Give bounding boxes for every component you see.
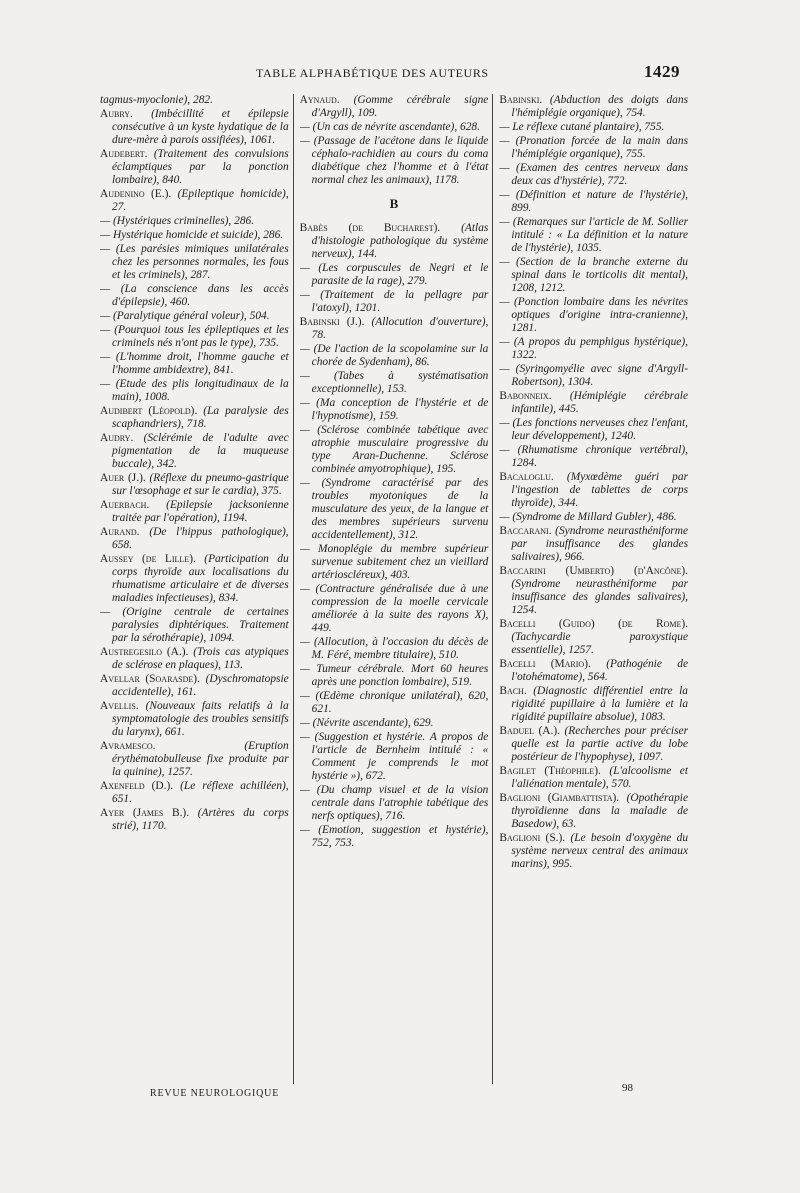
index-entry (100, 780, 289, 806)
entry-text: — (Les corpuscules de Negri et le parasite de la rage), 279. (299, 262, 489, 287)
entry-text: (Recherches pour préciser quelle est la partie active du lobe postérieur de l'hypophyse), 1097. (511, 725, 689, 763)
index-entry (499, 511, 688, 524)
entry-text: — (Tabes à systématisation exceptionnelle), 153. (299, 370, 489, 395)
index-entry (499, 121, 688, 134)
entry-text: — (Remarques sur l'article de M. Sollier intitulé : « La définition et la nature de l'hystérie), 1035. (499, 216, 689, 254)
index-entry (300, 289, 489, 315)
index-entry (100, 283, 289, 309)
entry-text: (Le besoin d'oxygène du système nerveux central des animaux marins), 995. (511, 832, 689, 870)
index-entry (300, 316, 489, 342)
index-entry (300, 636, 489, 662)
sheet-number: 98 (622, 1082, 633, 1094)
entry-author: Aurand. (100, 526, 140, 538)
entry-text: — (Du champ visuel et de la vision centrale dans l'atrophie tabétique des nerfs optiques), 716. (299, 784, 489, 822)
entry-author: Audebert. (100, 148, 148, 160)
entry-text: (Allocution d'ouverture), 78. (311, 316, 489, 341)
entry-text: (Diagnostic différentiel entre la rigidité pupillaire à la lumière et la rigidité pupillaire absolue), 1083. (511, 685, 689, 723)
entry-text: — (Syringomyélie avec signe d'Argyll-Robertson), 1304. (499, 363, 689, 388)
entry-text: tagmus-myoclonie), 282. (100, 94, 213, 106)
entry-text: — Le réflexe cutané plantaire), 755. (499, 121, 665, 133)
index-entry (300, 731, 489, 783)
index-entry (499, 216, 688, 255)
index-entry (300, 262, 489, 288)
index-entry (499, 94, 688, 120)
entry-text: (Atlas d'histologie pathologique du système nerveux), 144. (311, 222, 489, 260)
index-entry (100, 673, 289, 699)
entry-author: Auerbach. (100, 499, 150, 511)
entry-author: Audry. (100, 432, 134, 444)
entry-text: — (Œdème chronique unilatéral), 620, 621. (299, 690, 489, 715)
entry-text: (Myxœdème guéri par l'ingestion de tablettes de corps thyroïde), 344. (511, 471, 689, 509)
entry-author: Avramesco. (100, 740, 156, 752)
entry-text: — (Définition et nature de l'hystérie), 899. (499, 189, 689, 214)
index-entry (100, 606, 289, 645)
entry-author: Aynaud. (299, 94, 340, 106)
entry-text: — (Hystériques criminelles), 286. (100, 215, 255, 227)
entry-text: (Eruption érythématobulleuse fixe produite par la quinine), 1257. (112, 740, 289, 778)
entry-text: (La paralysie des scaphandriers), 718. (112, 405, 289, 430)
entry-text: — (Les parésies mimiques unilatérales chez les personnes normales, les fous et les criminels), 287. (100, 243, 289, 281)
index-entry (499, 336, 688, 362)
index-entry (100, 351, 289, 377)
index-entry (300, 663, 489, 689)
entry-text: (Tachycardie paroxystique essentielle), 1257. (511, 631, 689, 656)
entry-author: Austregesilo (A.). (100, 646, 189, 658)
entry-author: Baccarani. (499, 525, 552, 537)
index-entry (499, 162, 688, 188)
index-entry (499, 525, 688, 564)
index-entry (300, 370, 489, 396)
entry-author: Audibert (Léopold). (100, 405, 198, 417)
index-entry (100, 229, 289, 242)
running-title: TABLE ALPHABÉTIQUE DES AUTEURS (256, 66, 489, 80)
entry-text: — (A propos du pemphigus hystérique), 1322. (499, 336, 689, 361)
entry-text: (Syndrome neurasthéniforme par insuffisance des glandes salivaires), 966. (511, 525, 689, 563)
entry-author: Bacelli (Guido) (de Rome). (499, 618, 689, 630)
entry-text: — (Examen des centres nerveux dans deux cas d'hystérie), 772. (499, 162, 689, 187)
entry-text: (Syndrome neurasthéniforme par insuffisance des glandes salivaires), 1254. (511, 578, 689, 616)
index-entry (300, 121, 489, 134)
index-entry (300, 222, 489, 261)
entry-text: — (Syndrome de Millard Gubler), 486. (499, 511, 677, 523)
entry-text: (Artères du corps strié), 1170. (112, 807, 289, 832)
index-entry (100, 499, 289, 525)
index-entry (100, 215, 289, 228)
entry-author: Babinski. (499, 94, 543, 106)
entry-author: Ayer (James B.). (100, 807, 190, 819)
index-entry (499, 296, 688, 335)
index-entry (300, 343, 489, 369)
index-entry (100, 148, 289, 187)
entry-text: — (Pronation forcée de la main dans l'hémiplégie organique), 755. (499, 135, 689, 160)
entry-text: — (Ma conception de l'hystérie et de l'hypnotisme), 159. (299, 397, 489, 422)
index-entry (100, 553, 289, 605)
entry-text: (Epilepsie jacksonienne traitée par l'opération), 1194. (112, 499, 289, 524)
index-entry (300, 477, 489, 542)
page-number: 1429 (644, 62, 680, 81)
entry-text: — (La conscience dans les accès d'épilepsie), 460. (100, 283, 289, 308)
index-entry (100, 472, 289, 498)
index-entry (499, 189, 688, 215)
index-entry (100, 700, 289, 739)
entry-author: Babès (de Bucharest). (299, 222, 441, 234)
entry-text: (Traitement des convulsions éclamptiques par la ponction lombaire), 840. (112, 148, 289, 186)
entry-author: Bacaloglu. (499, 471, 554, 483)
index-entry (300, 583, 489, 635)
entry-text: — (Traitement de la pellagre par l'atoxyl), 1201. (299, 289, 489, 314)
entry-author: Baglioni (Giambattista). (499, 792, 620, 804)
entry-author: Aussey (de Lille). (100, 553, 196, 565)
entry-text: (De l'hippus pathologique), 658. (112, 526, 289, 551)
index-entry (300, 543, 489, 582)
entry-text: — (Paralytique général voleur), 504. (100, 310, 270, 322)
entry-text: (Abduction des doigts dans l'hémiplégie organique), 754. (511, 94, 688, 119)
entry-text: (Hémiplégie cérébrale infantile), 445. (511, 390, 688, 415)
index-entry (100, 243, 289, 282)
entry-text: — (Syndrome caractérisé par des troubles myotoniques de la musculature des yeux, de la langue et des membres supérieurs survenu accidentellement), 312. (299, 477, 489, 541)
index-entry (300, 397, 489, 423)
entry-author: Baduel (A.). (499, 725, 560, 737)
entry-text: (Réflexe du pneumo-gastrique sur l'œsophage et sur le cardia), 375. (112, 472, 289, 497)
entry-text: — (Contracture généralisée due à une compression de la moelle cervicale améliorée à la suite des rayons X), 449. (299, 583, 489, 634)
index-entry (499, 725, 688, 764)
entry-text: (L'alcoolisme et l'aliénation mentale), 570. (511, 765, 689, 790)
entry-text: — Hystérique homicide et suicide), 286. (100, 229, 284, 241)
index-entry (499, 256, 688, 295)
index-entry (499, 565, 688, 617)
entry-author: Aubry. (100, 108, 133, 120)
entry-text: (Opothérapie thyroïdienne dans la maladie de Basedow), 63. (511, 792, 689, 830)
entry-text: — (Etude des plis longitudinaux de la main), 1008. (100, 378, 289, 403)
index-entry (499, 417, 688, 443)
index-entry (499, 471, 688, 510)
entry-text: — (Un cas de névrite ascendante), 628. (299, 121, 480, 133)
entry-author: Avellar (Soarasde). (100, 673, 200, 685)
index-entry (499, 618, 688, 657)
entry-text: — (Pourquoi tous les épileptiques et les criminels nés n'ont pas le type), 735. (100, 324, 289, 349)
entry-author: Babinski (J.). (299, 316, 365, 328)
index-entry (499, 444, 688, 470)
index-entry (100, 94, 289, 107)
index-entry (100, 807, 289, 833)
entry-text: — (Suggestion et hystérie. A propos de l'article de Bernheim intitulé : « Comment je comprends le mot hystérie »), 672. (299, 731, 489, 782)
index-entry (499, 363, 688, 389)
entry-text: (Nouveaux faits relatifs à la symptomatologie des troubles sensitifs du larynx), 661. (112, 700, 289, 738)
entry-text: (Dyschromatopsie accidentelle), 161. (112, 673, 289, 698)
index-entry (499, 658, 688, 684)
entry-text: (Sclérémie de l'adulte avec pigmentation de la muqueuse buccale), 342. (112, 432, 289, 470)
index-entry (100, 324, 289, 350)
entry-author: Babonneix. (499, 390, 552, 402)
entry-text: (Pathogénie de l'otohématome), 564. (511, 658, 688, 683)
entry-text: — (Rhumatisme chronique vertébral), 1284. (499, 444, 689, 469)
index-entry (499, 765, 688, 791)
entry-text: (Epileptique homicide), 27. (112, 188, 289, 213)
index-entry (100, 405, 289, 431)
entry-author: Bach. (499, 685, 527, 697)
entry-text: (Participation du corps thyroïde aux localisations du rhumatisme articulaire et de diverses maladies infectieuses), 834. (112, 553, 289, 604)
index-entry (499, 685, 688, 724)
running-head (100, 62, 680, 82)
index-entry (100, 108, 289, 147)
index-entry (300, 424, 489, 476)
entry-text: — (Sclérose combinée tabétique avec atrophie musculaire progressive du type Aran-Duchenne. Sclérose combinée amyotrophique), 195. (299, 424, 489, 475)
index-entry (499, 832, 688, 871)
index-entry (100, 310, 289, 323)
index-entry (300, 94, 489, 120)
entry-text: — (Emotion, suggestion et hystérie), 752, 753. (299, 824, 489, 849)
entry-text: — (L'homme droit, l'homme gauche et l'homme ambidextre), 841. (100, 351, 289, 376)
index-column-2 (300, 94, 494, 1084)
entry-text: (Gomme cérébrale signe d'Argyll), 109. (311, 94, 489, 119)
index-entry (100, 378, 289, 404)
entry-author: Avellis. (100, 700, 139, 712)
entry-text: — (Passage de l'acétone dans le liquide céphalo-rachidien au cours du coma diabétique chez l'homme et à l'état normal chez les animaux), 1178. (299, 135, 489, 186)
entry-text: (Imbécillité et épilepsie consécutive à un kyste hydatique de la dure-mère à parois ossifiées), 1061. (112, 108, 289, 146)
entry-author: Bacelli (Mario). (499, 658, 591, 670)
journal-footer: REVUE NEUROLOGIQUE (150, 1088, 280, 1099)
index-columns (100, 94, 688, 1084)
entry-text: — Monoplégie du membre supérieur survenue subitement chez un vieillard artérioscléreux), 403. (299, 543, 489, 581)
entry-text: — (Les fonctions nerveuses chez l'enfant, leur développement), 1240. (499, 417, 689, 442)
entry-text: — (Névrite ascendante), 629. (299, 717, 434, 729)
index-entry (300, 690, 489, 716)
entry-author: Bagilet (Théophile). (499, 765, 601, 777)
index-entry (300, 824, 489, 850)
index-entry (100, 188, 289, 214)
index-entry (100, 740, 289, 779)
entry-text: (Trois cas atypiques de sclérose en plaques), 113. (112, 646, 289, 671)
entry-text: — Tumeur cérébrale. Mort 60 heures après une ponction lombaire), 519. (299, 663, 489, 688)
index-entry (499, 792, 688, 831)
index-entry (499, 135, 688, 161)
entry-text: — (Section de la branche externe du spinal dans le torticolis dit mental), 1208, 1212. (499, 256, 689, 294)
index-entry (499, 390, 688, 416)
entry-text: — (Origine centrale de certaines paralysies diphtériques. Traitement par la sérothérapie), 1094. (100, 606, 289, 644)
index-entry (300, 717, 489, 730)
entry-text: — (Ponction lombaire dans les névrites optiques d'origine intra-cranienne), 1281. (499, 296, 689, 334)
entry-author: Baccarini (Umberto) (d'Ancône). (499, 565, 689, 577)
entry-author: Auer (J.). (100, 472, 146, 484)
index-column-3 (499, 94, 688, 1084)
index-entry (100, 526, 289, 552)
index-entry (300, 784, 489, 823)
entry-author: Baglioni (S.). (499, 832, 566, 844)
entry-text: — (Allocution, à l'occasion du décès de M. Féré, membre titulaire), 510. (299, 636, 489, 661)
index-column-1 (100, 94, 294, 1084)
entry-text: — (De l'action de la scopolamine sur la chorée de Sydenham), 86. (299, 343, 489, 368)
entry-author: Audenino (E.). (100, 188, 172, 200)
entry-text: (Le réflexe achilléen), 651. (112, 780, 289, 805)
index-entry (100, 646, 289, 672)
index-entry (100, 432, 289, 471)
index-entry (300, 135, 489, 187)
section-letter: B (389, 196, 399, 211)
entry-author: Axenfeld (D.). (100, 780, 174, 792)
